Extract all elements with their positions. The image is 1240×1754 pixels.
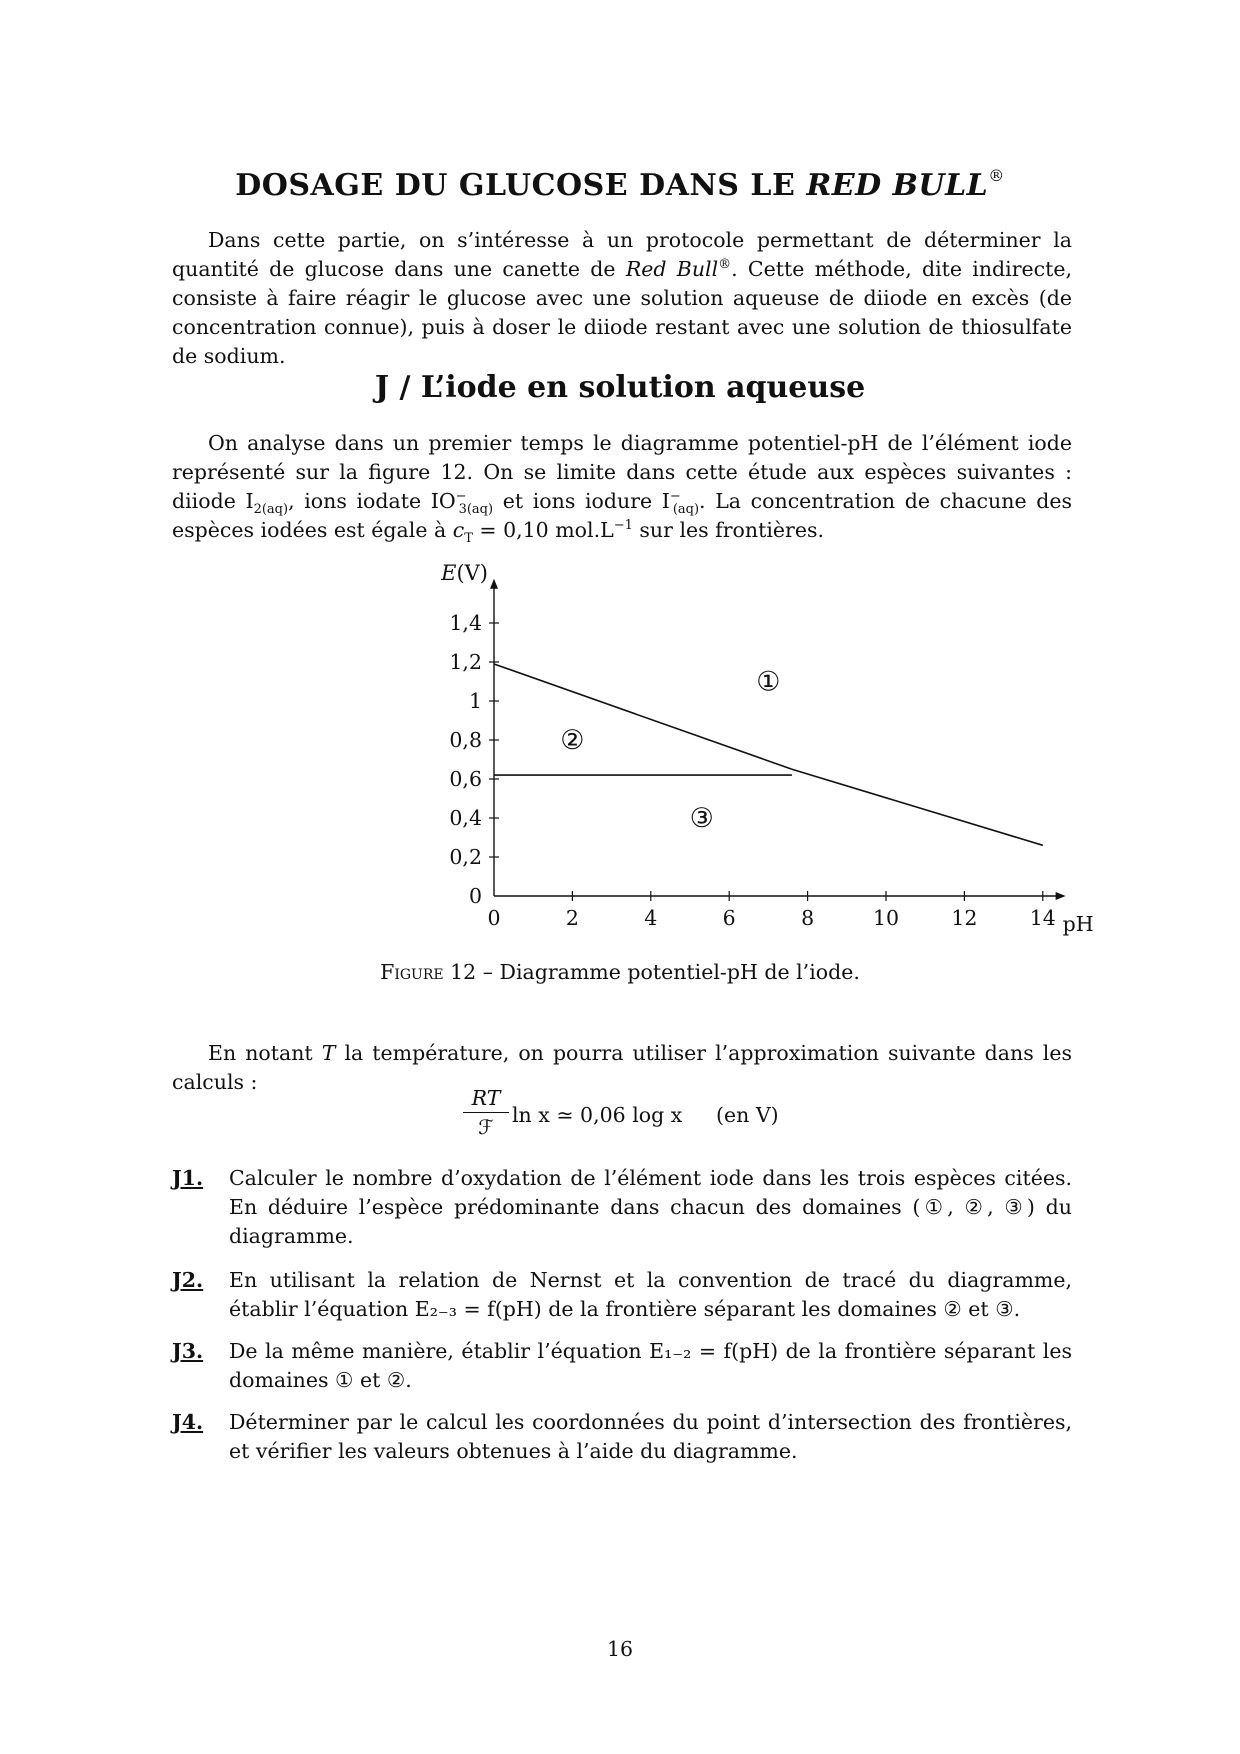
- formula-numerator: RT: [471, 1086, 501, 1110]
- question-j3: [172, 1337, 1072, 1397]
- boundary-frontiere-1-2: [494, 664, 792, 769]
- intro-text-2: . Cette méthode, dite indirecte, consiste à faire réagir le glucose avec une solution aqueuse de diiode en excès (de concentration connue), puis à doser le diiode restant avec une solution de thiosulfate de sodium.: [172, 257, 1072, 368]
- figure-caption: [0, 960, 1240, 984]
- x-tick-label: 0: [487, 906, 501, 930]
- para2-sub-1: 2(aq): [253, 502, 289, 518]
- formula-denominator: ℱ: [478, 1115, 494, 1139]
- x-tick-label: 12: [951, 906, 978, 930]
- para2-text-5: = 0,10 mol.L: [472, 518, 614, 542]
- formula-unit: (en V): [716, 1103, 779, 1127]
- x-tick-label: 4: [644, 906, 658, 930]
- para2-text-6: sur les frontières.: [632, 518, 824, 542]
- approx-text-a: En notant: [208, 1041, 322, 1065]
- para2-text-1: On analyse dans un premier temps le diagramme potentiel-pH de l’élément iode représenté sur la figure 12. On se limite dans cette étude aux espèces suivantes : diiode I: [172, 431, 1072, 513]
- formula-fraction: [463, 1086, 509, 1139]
- section-heading: J / L’iode en solution aqueuse: [374, 370, 866, 405]
- page-number: 16: [606, 1637, 634, 1661]
- y-tick-label: 0,8: [449, 728, 482, 752]
- title-brand: RED BULL: [806, 168, 989, 203]
- potential-ph-diagram: [0, 560, 1240, 940]
- intro-paragraph: [172, 226, 1072, 371]
- para2-sub-2: 3(aq): [458, 502, 494, 518]
- question-j1: [172, 1164, 1072, 1254]
- iode-paragraph: [172, 429, 1072, 545]
- y-tick-label: 1,2: [449, 650, 482, 674]
- question-text: De la même manière, établir l’équation E₁₋₂ = f(pH) de la frontière séparant les domaines ① et ②.: [229, 1339, 1072, 1392]
- y-tick-label: 0: [468, 884, 482, 908]
- formula-rhs: ln x ≃ 0,06 log x: [512, 1103, 683, 1127]
- approx-temperature-symbol: T: [321, 1041, 336, 1065]
- question-text: En utilisant la relation de Nernst et la convention de tracé du diagramme, établir l’équation E₂₋₃ = f(pH) de la frontière séparant les domaines ② et ③.: [229, 1268, 1072, 1321]
- question-label: J2.: [172, 1268, 204, 1292]
- y-tick-label: 1,4: [449, 611, 482, 635]
- caption-prefix: Figure 12: [380, 960, 477, 984]
- question-label: J1.: [172, 1166, 204, 1190]
- page-title: [0, 166, 1240, 203]
- y-axis-arrow: [490, 579, 498, 589]
- y-tick-label: 0,6: [449, 767, 482, 791]
- para2-c-symbol: c: [452, 518, 465, 542]
- x-tick-label: 6: [722, 906, 736, 930]
- question-label: J4.: [172, 1410, 204, 1434]
- x-axis-arrow: [1056, 892, 1066, 900]
- y-axis-label: E(V): [441, 560, 488, 585]
- domain-label-1: ①: [756, 666, 781, 698]
- para2-text-4: . La concentration de chacune des espèces iodées est égale à: [172, 489, 1072, 542]
- x-tick-label: 2: [565, 906, 579, 930]
- x-tick-label: 8: [801, 906, 815, 930]
- question-j2: [172, 1266, 1072, 1326]
- para2-text-2: , ions iodate IO: [288, 489, 456, 513]
- x-tick-label: 14: [1029, 906, 1056, 930]
- intro-text-1: Dans cette partie, on s’intéresse à un protocole permettant de déterminer la quantité de glucose dans une canette de: [172, 228, 1072, 281]
- para2-text-3: et ions iodure I: [493, 489, 670, 513]
- question-text: Déterminer par le calcul les coordonnées du point d’intersection des frontières, et vérifier les valeurs obtenues à l’aide du diagramme.: [229, 1410, 1072, 1463]
- x-axis-label: pH: [1062, 912, 1094, 936]
- caption-text: – Diagramme potentiel-pH de l’iode.: [476, 960, 860, 984]
- approx-formula: [0, 1086, 1240, 1156]
- approx-text-b: la température, on pourra utiliser l’approximation suivante dans les calculs :: [172, 1041, 1072, 1094]
- para2-sup-5: −1: [613, 518, 633, 534]
- y-tick-label: 0,2: [449, 845, 482, 869]
- y-tick-label: 1: [468, 689, 482, 713]
- para2-sub-3: (aq): [672, 502, 700, 518]
- question-text: Calculer le nombre d’oxydation de l’élément iode dans les trois espèces citées. En déduire l’espèce prédominante dans chacun des domaines (①, ②, ③) du diagramme.: [229, 1166, 1072, 1248]
- question-label: J3.: [172, 1339, 204, 1363]
- y-tick-label: 0,4: [449, 806, 482, 830]
- para2-c-sub: T: [464, 531, 473, 547]
- para2-sup-2: −: [455, 489, 467, 505]
- domain-label-2: ②: [560, 725, 585, 756]
- question-j4: [172, 1408, 1072, 1468]
- x-tick-label: 10: [872, 906, 900, 930]
- boundary-frontiere-1-3: [792, 769, 1043, 845]
- para2-sup-3: −: [669, 489, 681, 505]
- domain-label-3: ③: [689, 803, 714, 834]
- title-registered-mark: ®: [988, 166, 1005, 185]
- title-main: DOSAGE DU GLUCOSE DANS LE: [235, 168, 796, 203]
- intro-brand: Red Bull: [625, 257, 719, 281]
- fraction-bar: [463, 1112, 509, 1113]
- intro-registered-mark: ®: [718, 257, 732, 273]
